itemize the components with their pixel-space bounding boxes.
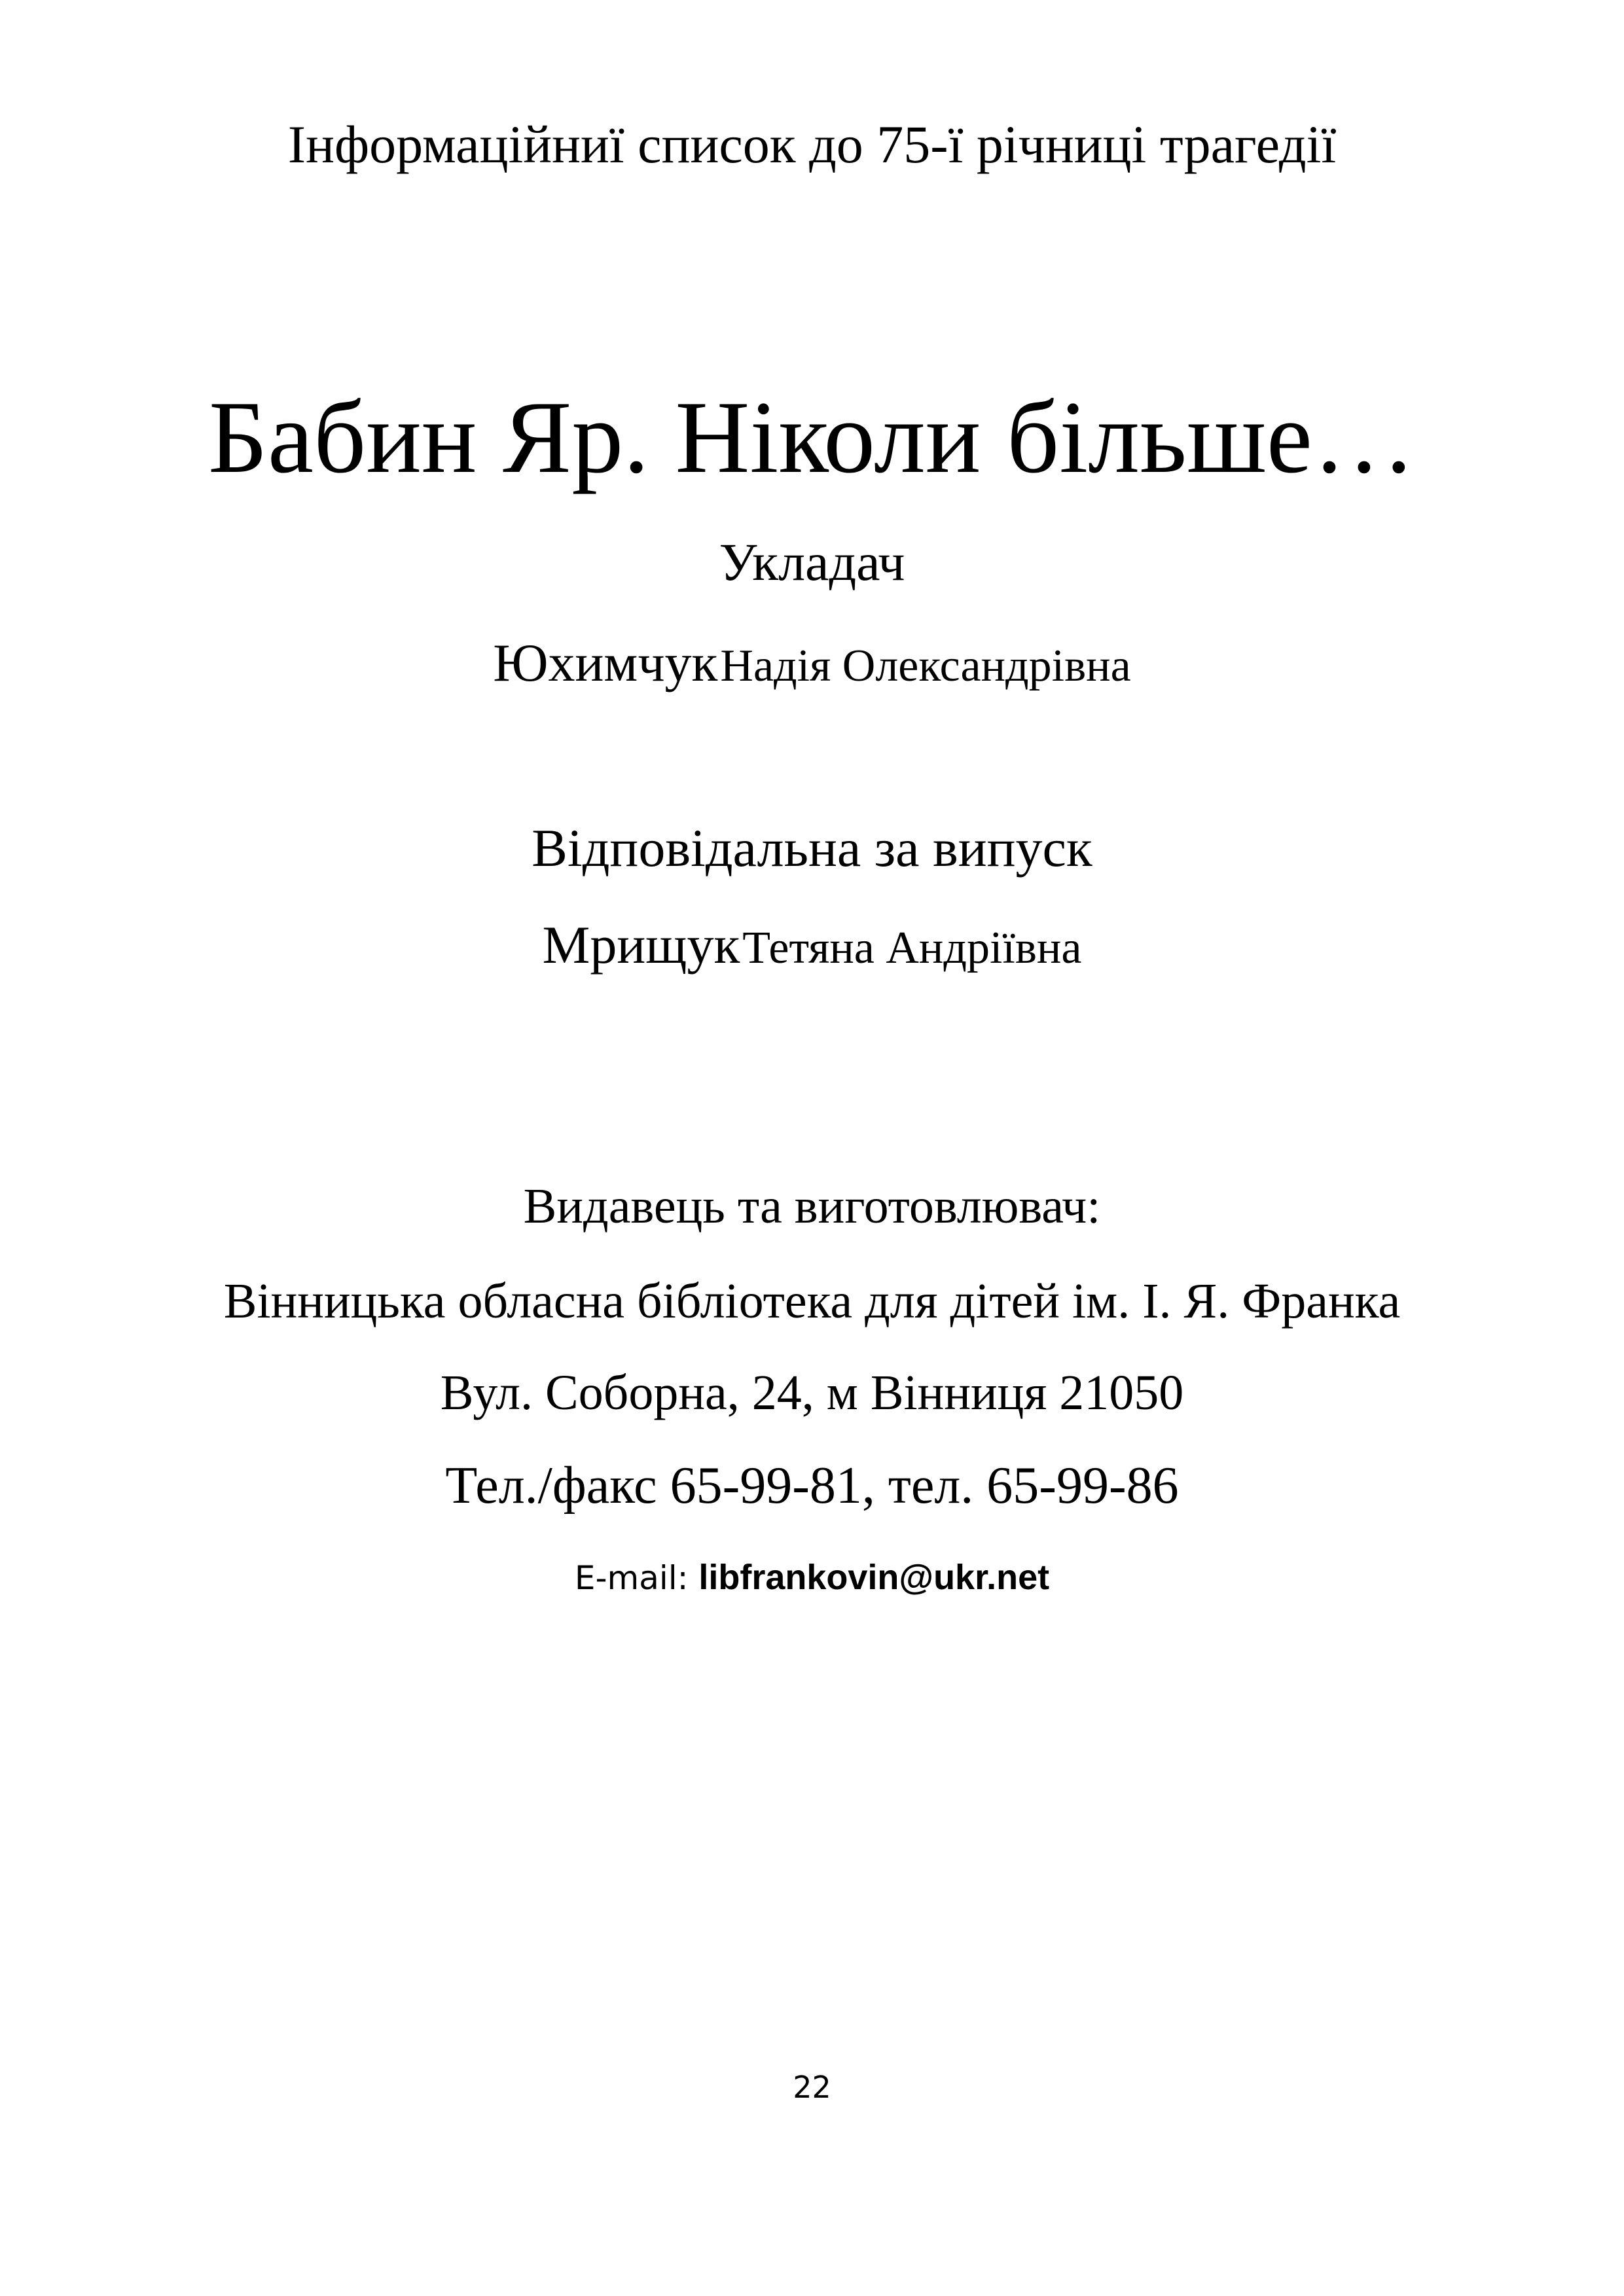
email-label: E-mail:	[574, 1559, 689, 1597]
compiler-given-names: Надія Олександрівна	[720, 641, 1131, 691]
responsible-label: Відповідальна за випуск	[532, 818, 1092, 878]
document-title: Бабин Яр. Ніколи більше…	[208, 380, 1416, 495]
email-address: libfrankovin@ukr.net	[698, 1558, 1050, 1597]
publisher-label: Видавець та виготовлювач:	[523, 1179, 1101, 1234]
page-number: 22	[793, 2070, 831, 2105]
publisher-address: Вул. Соборна, 24, м Вінниця 21050	[440, 1365, 1184, 1420]
responsible-given-names: Тетяна Андріївна	[742, 923, 1082, 973]
responsible-surname: Мрищук	[542, 915, 740, 975]
compiler-label: Укладач	[719, 532, 905, 592]
publisher-phones: Тел./факс 65-99-81, тел. 65-99-86	[445, 1457, 1179, 1515]
responsible-name	[0, 915, 1624, 975]
publisher-email-line	[0, 1560, 1624, 1595]
compiler-name	[0, 633, 1624, 692]
document-header: Інформаційниї список до 75-ї річниці трагедії	[287, 115, 1337, 174]
publisher-organization: Вінницька обласна бібліотека для дітей ім. І. Я. Франка	[223, 1274, 1401, 1329]
compiler-surname: Юхимчук	[493, 633, 718, 692]
